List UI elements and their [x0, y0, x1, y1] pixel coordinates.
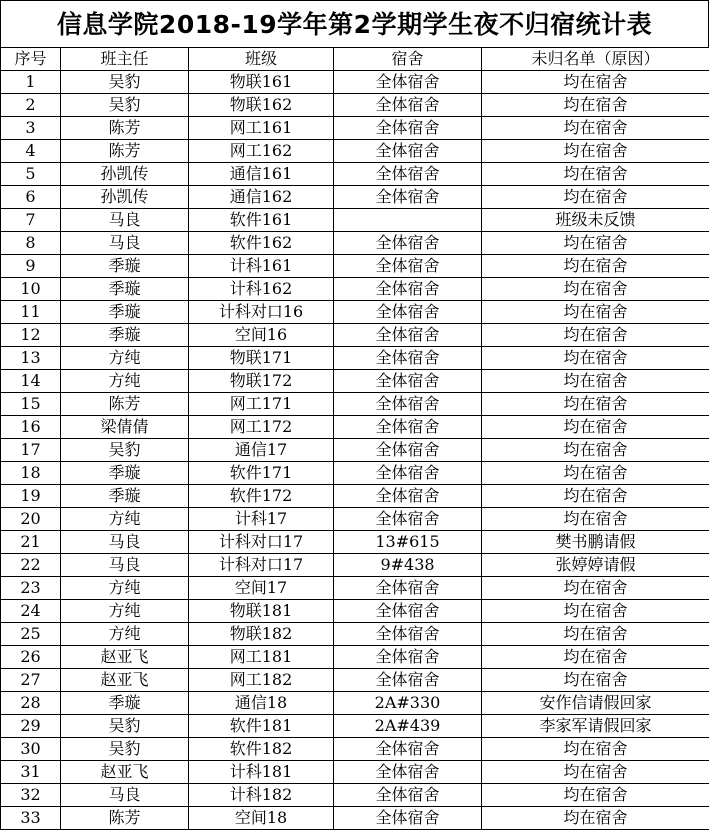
cell-dorm[interactable]: 全体宿舍 [334, 462, 482, 485]
cell-seq[interactable]: 26 [1, 646, 61, 669]
cell-absent[interactable]: 均在宿舍 [482, 485, 709, 508]
cell-class[interactable]: 软件162 [189, 232, 334, 255]
table-row [1, 186, 709, 209]
dorm-statistics-table [0, 47, 709, 830]
cell-seq[interactable]: 30 [1, 738, 61, 761]
header-class[interactable]: 班级 [189, 48, 334, 71]
cell-class[interactable]: 网工171 [189, 393, 334, 416]
cell-seq[interactable]: 33 [1, 807, 61, 830]
cell-teacher[interactable]: 马良 [61, 784, 189, 807]
table-row [1, 347, 709, 370]
cell-teacher[interactable]: 梁倩倩 [61, 416, 189, 439]
table-row [1, 416, 709, 439]
cell-teacher[interactable]: 马良 [61, 232, 189, 255]
table-row [1, 209, 709, 232]
cell-seq[interactable]: 20 [1, 508, 61, 531]
cell-dorm[interactable]: 全体宿舍 [334, 347, 482, 370]
cell-teacher[interactable]: 方纯 [61, 370, 189, 393]
cell-class[interactable]: 物联162 [189, 94, 334, 117]
cell-teacher[interactable]: 陈芳 [61, 393, 189, 416]
cell-teacher[interactable]: 季璇 [61, 301, 189, 324]
table-row [1, 531, 709, 554]
cell-dorm[interactable] [334, 209, 482, 232]
cell-seq[interactable]: 24 [1, 600, 61, 623]
cell-class[interactable]: 通信162 [189, 186, 334, 209]
table-row [1, 71, 709, 94]
table-row [1, 715, 709, 738]
cell-dorm[interactable]: 全体宿舍 [334, 186, 482, 209]
cell-dorm[interactable]: 全体宿舍 [334, 439, 482, 462]
cell-class[interactable]: 物联172 [189, 370, 334, 393]
cell-seq[interactable]: 28 [1, 692, 61, 715]
cell-teacher[interactable]: 陈芳 [61, 140, 189, 163]
cell-dorm[interactable]: 全体宿舍 [334, 784, 482, 807]
cell-seq[interactable]: 13 [1, 347, 61, 370]
cell-class[interactable]: 空间17 [189, 577, 334, 600]
cell-class[interactable]: 网工161 [189, 117, 334, 140]
cell-class[interactable]: 网工182 [189, 669, 334, 692]
cell-teacher[interactable]: 马良 [61, 531, 189, 554]
cell-seq[interactable]: 16 [1, 416, 61, 439]
cell-seq[interactable]: 15 [1, 393, 61, 416]
table-row [1, 301, 709, 324]
cell-seq[interactable]: 31 [1, 761, 61, 784]
cell-absent[interactable]: 均在宿舍 [482, 186, 709, 209]
cell-class[interactable]: 软件172 [189, 485, 334, 508]
cell-seq[interactable]: 22 [1, 554, 61, 577]
cell-class[interactable]: 网工162 [189, 140, 334, 163]
cell-teacher[interactable]: 吴豹 [61, 71, 189, 94]
cell-absent[interactable]: 均在宿舍 [482, 324, 709, 347]
cell-seq[interactable]: 17 [1, 439, 61, 462]
cell-absent[interactable]: 均在宿舍 [482, 439, 709, 462]
cell-teacher[interactable]: 孙凯传 [61, 186, 189, 209]
cell-seq[interactable]: 21 [1, 531, 61, 554]
table-row [1, 738, 709, 761]
table-row [1, 577, 709, 600]
table-row [1, 232, 709, 255]
table-row [1, 508, 709, 531]
header-absent-list[interactable]: 未归名单（原因） [482, 48, 709, 71]
cell-dorm[interactable]: 9#438 [334, 554, 482, 577]
table-row [1, 692, 709, 715]
cell-seq[interactable]: 10 [1, 278, 61, 301]
table-row [1, 554, 709, 577]
cell-dorm[interactable]: 全体宿舍 [334, 577, 482, 600]
cell-dorm[interactable]: 全体宿舍 [334, 646, 482, 669]
cell-class[interactable]: 软件181 [189, 715, 334, 738]
cell-absent[interactable]: 均在宿舍 [482, 140, 709, 163]
cell-seq[interactable]: 25 [1, 623, 61, 646]
cell-dorm[interactable]: 全体宿舍 [334, 485, 482, 508]
cell-dorm[interactable]: 全体宿舍 [334, 669, 482, 692]
cell-absent[interactable]: 均在宿舍 [482, 416, 709, 439]
cell-teacher[interactable]: 季璇 [61, 485, 189, 508]
cell-absent[interactable]: 均在宿舍 [482, 117, 709, 140]
cell-teacher[interactable]: 方纯 [61, 508, 189, 531]
cell-absent[interactable]: 李家军请假回家 [482, 715, 709, 738]
table-row [1, 324, 709, 347]
cell-class[interactable]: 计科对口17 [189, 554, 334, 577]
cell-absent[interactable]: 均在宿舍 [482, 393, 709, 416]
cell-absent[interactable]: 均在宿舍 [482, 71, 709, 94]
cell-class[interactable]: 计科161 [189, 255, 334, 278]
table-row [1, 117, 709, 140]
cell-seq[interactable]: 4 [1, 140, 61, 163]
cell-dorm[interactable]: 全体宿舍 [334, 140, 482, 163]
table-row [1, 784, 709, 807]
cell-teacher[interactable]: 季璇 [61, 278, 189, 301]
table-row [1, 163, 709, 186]
cell-absent[interactable]: 均在宿舍 [482, 761, 709, 784]
cell-class[interactable]: 软件182 [189, 738, 334, 761]
cell-class[interactable]: 计科162 [189, 278, 334, 301]
cell-teacher[interactable]: 吴豹 [61, 715, 189, 738]
table-row [1, 623, 709, 646]
cell-absent[interactable]: 均在宿舍 [482, 577, 709, 600]
cell-class[interactable]: 网工172 [189, 416, 334, 439]
cell-seq[interactable]: 29 [1, 715, 61, 738]
cell-dorm[interactable]: 2A#439 [334, 715, 482, 738]
cell-seq[interactable]: 12 [1, 324, 61, 347]
cell-class[interactable]: 空间16 [189, 324, 334, 347]
header-seq[interactable]: 序号 [1, 48, 61, 71]
cell-absent[interactable]: 均在宿舍 [482, 508, 709, 531]
cell-dorm[interactable]: 全体宿舍 [334, 94, 482, 117]
table-row [1, 600, 709, 623]
cell-absent[interactable]: 均在宿舍 [482, 370, 709, 393]
cell-dorm[interactable]: 全体宿舍 [334, 807, 482, 830]
cell-dorm[interactable]: 全体宿舍 [334, 255, 482, 278]
cell-seq[interactable]: 2 [1, 94, 61, 117]
cell-dorm[interactable]: 全体宿舍 [334, 600, 482, 623]
cell-absent[interactable]: 均在宿舍 [482, 623, 709, 646]
cell-seq[interactable]: 5 [1, 163, 61, 186]
cell-absent[interactable]: 均在宿舍 [482, 600, 709, 623]
cell-class[interactable]: 物联182 [189, 623, 334, 646]
cell-absent[interactable]: 均在宿舍 [482, 784, 709, 807]
cell-absent[interactable]: 均在宿舍 [482, 94, 709, 117]
cell-absent[interactable]: 均在宿舍 [482, 669, 709, 692]
cell-class[interactable]: 计科181 [189, 761, 334, 784]
cell-teacher[interactable]: 马良 [61, 554, 189, 577]
cell-teacher[interactable]: 方纯 [61, 577, 189, 600]
cell-class[interactable]: 通信18 [189, 692, 334, 715]
cell-seq[interactable]: 23 [1, 577, 61, 600]
cell-dorm[interactable]: 全体宿舍 [334, 163, 482, 186]
cell-seq[interactable]: 6 [1, 186, 61, 209]
table-title: 信息学院2018-19学年第2学期学生夜不归宿统计表 [0, 0, 709, 47]
cell-seq[interactable]: 8 [1, 232, 61, 255]
cell-dorm[interactable]: 全体宿舍 [334, 623, 482, 646]
cell-seq[interactable]: 7 [1, 209, 61, 232]
table-row [1, 485, 709, 508]
cell-seq[interactable]: 18 [1, 462, 61, 485]
cell-seq[interactable]: 14 [1, 370, 61, 393]
cell-seq[interactable]: 1 [1, 71, 61, 94]
header-dorm[interactable]: 宿舍 [334, 48, 482, 71]
cell-absent[interactable]: 班级未反馈 [482, 209, 709, 232]
cell-teacher[interactable]: 孙凯传 [61, 163, 189, 186]
cell-absent[interactable]: 均在宿舍 [482, 301, 709, 324]
table-row [1, 761, 709, 784]
header-teacher[interactable]: 班主任 [61, 48, 189, 71]
cell-class[interactable]: 通信17 [189, 439, 334, 462]
cell-teacher[interactable]: 陈芳 [61, 807, 189, 830]
table-row [1, 393, 709, 416]
cell-teacher[interactable]: 方纯 [61, 347, 189, 370]
cell-teacher[interactable]: 陈芳 [61, 117, 189, 140]
cell-absent[interactable]: 均在宿舍 [482, 646, 709, 669]
cell-absent[interactable]: 均在宿舍 [482, 807, 709, 830]
cell-absent[interactable]: 均在宿舍 [482, 163, 709, 186]
cell-class[interactable]: 物联171 [189, 347, 334, 370]
cell-teacher[interactable]: 赵亚飞 [61, 646, 189, 669]
cell-absent[interactable]: 均在宿舍 [482, 278, 709, 301]
cell-absent[interactable]: 安作信请假回家 [482, 692, 709, 715]
cell-teacher[interactable]: 赵亚飞 [61, 761, 189, 784]
cell-dorm[interactable]: 全体宿舍 [334, 761, 482, 784]
cell-dorm[interactable]: 2A#330 [334, 692, 482, 715]
cell-class[interactable]: 计科对口17 [189, 531, 334, 554]
cell-seq[interactable]: 11 [1, 301, 61, 324]
cell-seq[interactable]: 19 [1, 485, 61, 508]
table-row [1, 278, 709, 301]
cell-dorm[interactable]: 全体宿舍 [334, 232, 482, 255]
cell-teacher[interactable]: 吴豹 [61, 94, 189, 117]
cell-teacher[interactable]: 季璇 [61, 462, 189, 485]
cell-seq[interactable]: 32 [1, 784, 61, 807]
cell-teacher[interactable]: 方纯 [61, 623, 189, 646]
cell-absent[interactable]: 均在宿舍 [482, 232, 709, 255]
cell-dorm[interactable]: 全体宿舍 [334, 370, 482, 393]
table-body [1, 71, 709, 830]
cell-dorm[interactable]: 全体宿舍 [334, 416, 482, 439]
cell-class[interactable]: 计科182 [189, 784, 334, 807]
cell-teacher[interactable]: 马良 [61, 209, 189, 232]
table-row [1, 255, 709, 278]
cell-teacher[interactable]: 季璇 [61, 692, 189, 715]
table-row [1, 669, 709, 692]
table-row [1, 646, 709, 669]
table-row [1, 807, 709, 830]
cell-absent[interactable]: 均在宿舍 [482, 462, 709, 485]
cell-class[interactable]: 计科17 [189, 508, 334, 531]
cell-dorm[interactable]: 全体宿舍 [334, 393, 482, 416]
cell-teacher[interactable]: 吴豹 [61, 439, 189, 462]
header-row [1, 48, 709, 71]
cell-dorm[interactable]: 全体宿舍 [334, 738, 482, 761]
cell-class[interactable]: 软件171 [189, 462, 334, 485]
cell-dorm[interactable]: 全体宿舍 [334, 508, 482, 531]
cell-dorm[interactable]: 13#615 [334, 531, 482, 554]
cell-dorm[interactable]: 全体宿舍 [334, 278, 482, 301]
cell-teacher[interactable]: 方纯 [61, 600, 189, 623]
table-row [1, 370, 709, 393]
table-row [1, 94, 709, 117]
table-row [1, 462, 709, 485]
table-row [1, 439, 709, 462]
cell-class[interactable]: 物联161 [189, 71, 334, 94]
cell-class[interactable]: 计科对口16 [189, 301, 334, 324]
cell-absent[interactable]: 均在宿舍 [482, 347, 709, 370]
cell-class[interactable]: 通信161 [189, 163, 334, 186]
cell-class[interactable]: 空间18 [189, 807, 334, 830]
cell-dorm[interactable]: 全体宿舍 [334, 71, 482, 94]
cell-class[interactable]: 软件161 [189, 209, 334, 232]
cell-dorm[interactable]: 全体宿舍 [334, 324, 482, 347]
cell-absent[interactable]: 樊书鹏请假 [482, 531, 709, 554]
cell-teacher[interactable]: 季璇 [61, 255, 189, 278]
cell-absent[interactable]: 张婷婷请假 [482, 554, 709, 577]
cell-absent[interactable]: 均在宿舍 [482, 255, 709, 278]
cell-class[interactable]: 网工181 [189, 646, 334, 669]
table-row [1, 140, 709, 163]
cell-class[interactable]: 物联181 [189, 600, 334, 623]
cell-dorm[interactable]: 全体宿舍 [334, 301, 482, 324]
cell-dorm[interactable]: 全体宿舍 [334, 117, 482, 140]
cell-teacher[interactable]: 吴豹 [61, 738, 189, 761]
cell-teacher[interactable]: 赵亚飞 [61, 669, 189, 692]
cell-seq[interactable]: 27 [1, 669, 61, 692]
cell-seq[interactable]: 3 [1, 117, 61, 140]
cell-seq[interactable]: 9 [1, 255, 61, 278]
cell-teacher[interactable]: 季璇 [61, 324, 189, 347]
cell-absent[interactable]: 均在宿舍 [482, 738, 709, 761]
